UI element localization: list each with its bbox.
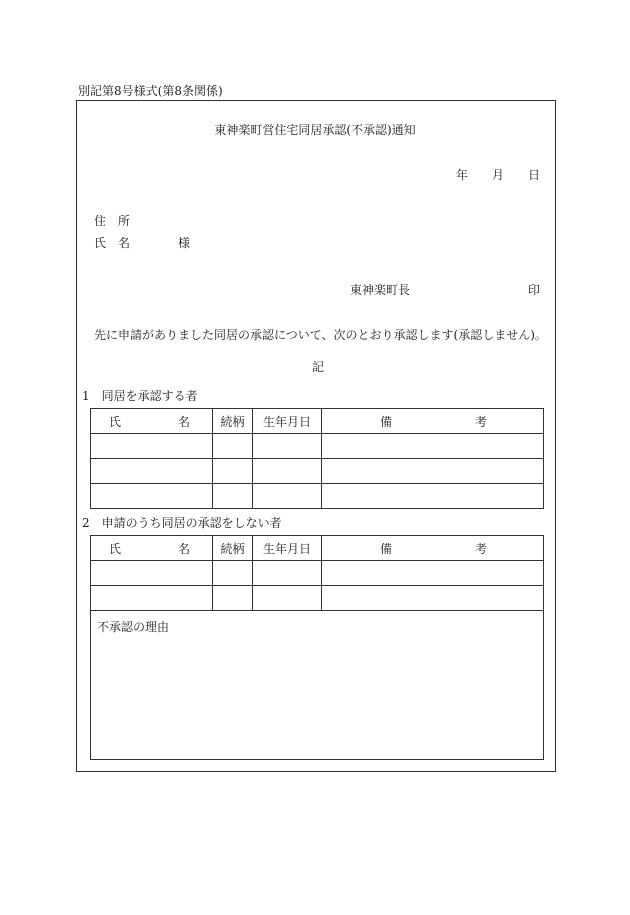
header-birthdate: 生年月日 bbox=[253, 536, 322, 561]
table-row bbox=[91, 459, 544, 484]
header-name: 氏 名 bbox=[91, 536, 213, 561]
address-label: 住 所 bbox=[94, 214, 131, 228]
name-label: 氏 名 bbox=[94, 236, 131, 250]
header-remarks: 備 考 bbox=[322, 536, 544, 561]
table-row bbox=[91, 586, 544, 611]
approved-persons-table bbox=[90, 408, 544, 509]
ki-heading: 記 bbox=[312, 360, 325, 374]
header-name: 氏 名 bbox=[91, 409, 213, 434]
rejection-reason-label: 不承認の理由 bbox=[97, 620, 170, 634]
issuer-name: 東神楽町長 bbox=[350, 283, 411, 297]
date-year: 年 bbox=[456, 168, 469, 182]
seal-mark: 印 bbox=[528, 283, 541, 297]
form-caption: 別記第8号様式(第8条関係) bbox=[78, 84, 223, 98]
body-text: 先に申請がありました同居の承認について、次のとおり承認します(承認しません)。 bbox=[94, 328, 547, 342]
header-relation: 続柄 bbox=[213, 536, 253, 561]
header-remarks: 備 考 bbox=[322, 409, 544, 434]
unapproved-persons-table bbox=[90, 535, 544, 611]
table-row bbox=[91, 561, 544, 586]
honorific: 様 bbox=[178, 236, 191, 250]
table-row bbox=[91, 434, 544, 459]
section1-heading: 1 同居を承認する者 bbox=[82, 389, 198, 403]
date-month: 月 bbox=[492, 168, 505, 182]
header-relation: 続柄 bbox=[213, 409, 253, 434]
header-birthdate: 生年月日 bbox=[253, 409, 322, 434]
table-row bbox=[91, 484, 544, 509]
document-title: 東神楽町営住宅同居承認(不承認)通知 bbox=[214, 123, 416, 137]
section2-heading: 2 申請のうち同居の承認をしない者 bbox=[82, 516, 282, 530]
date-day: 日 bbox=[528, 168, 541, 182]
